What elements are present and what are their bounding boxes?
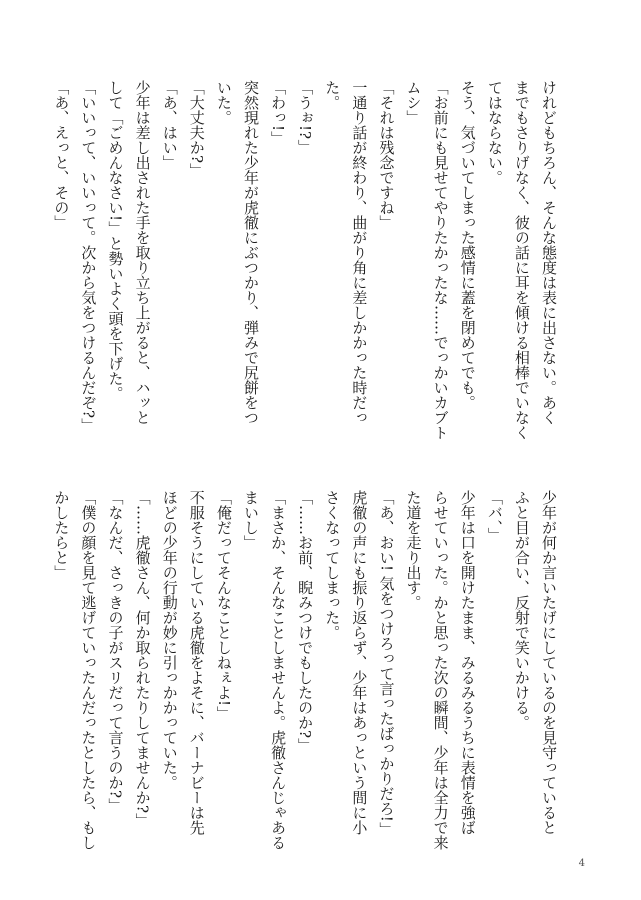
text-line: そう、気づいてしまった感情に蓋を閉めてでも。 <box>458 80 477 410</box>
text-line: して「ごめんなさい!」と勢いよく頭を下げた。 <box>106 80 125 402</box>
text-line: た。 <box>323 80 342 110</box>
text-line: 「俺だってそんなことしねぇよ!」 <box>214 490 233 722</box>
text-line: 「お前にも見せてやりたかったな……でっかいカブト <box>431 80 450 440</box>
text-line: ふと目が合い、反射で笑いかける。 <box>512 490 531 730</box>
text-line: 「あ、おい! 気をつけろって言ったばっかりだろ!」 <box>377 490 396 837</box>
text-line: た道を走り出す。 <box>404 490 423 610</box>
upper-text-block <box>0 80 562 450</box>
text-line: 少年は差し出された手を取り立ち上がると、ハッと <box>133 80 152 425</box>
text-line: 少年は口を開けたまま、みるみるうちに表情を強ば <box>458 490 477 835</box>
text-line: 「あ、えっと、その」 <box>52 80 71 230</box>
text-line: 突然現れた少年が虎徹にぶつかり、弾みで尻餅をつ <box>241 80 260 425</box>
text-line: 「いいって、いいって。次から気をつけるんだぞ?」 <box>79 80 98 434</box>
text-line: 「まさか、そんなことしませんよ。虎徹さんじゃある <box>269 490 288 850</box>
text-line: まいし」 <box>241 490 260 550</box>
text-line: 「……お前、睨みつけでもしたのか?」 <box>296 490 315 754</box>
text-line: てはならない。 <box>485 80 504 185</box>
text-line: らせていった。かと思った次の瞬間、少年は全力で来 <box>431 490 450 850</box>
text-line: 「それは残念ですね」 <box>377 80 396 230</box>
text-line: 一通り話が終わり、曲がり角に差しかかった時だっ <box>350 80 369 425</box>
text-line: 「僕の顔を見て逃げていったんだったとしたら、もし <box>79 490 98 850</box>
lower-text-block <box>0 490 562 850</box>
text-line: 「大丈夫か?」 <box>187 80 206 179</box>
text-line: かしたらと」 <box>52 490 71 580</box>
text-line: さくなってしまった。 <box>323 490 342 640</box>
text-line: ムシ」 <box>404 80 423 125</box>
text-line: 虎徹の声にも振り返らず、少年はあっという間に小 <box>350 490 369 835</box>
text-line: いた。 <box>214 80 233 125</box>
text-line: けれどもちろん、そんな態度は表に出さない。あく <box>540 80 558 425</box>
text-line: 少年が何か言いたげにしているのを見守っていると <box>540 490 558 835</box>
page-number: 4 <box>578 858 585 869</box>
text-line: 不服そうにしている虎徹をよそに、バーナビーは先 <box>187 490 206 835</box>
text-line: 「わっ!」 <box>269 80 288 147</box>
text-line: 「なんだ、さっきの子がスリだって言うのか?」 <box>106 490 125 814</box>
text-line: 「うぉ!?」 <box>296 80 315 155</box>
text-line: ほどの少年の行動が妙に引っかかっていた。 <box>160 490 179 790</box>
text-line: 「……虎徹さん、何か取られたりしてませんか?」 <box>133 490 152 829</box>
text-line: 「バ、」 <box>485 490 504 543</box>
text-line: までもさりげなく、彼の話に耳を傾ける相棒でいなく <box>512 80 531 440</box>
text-line: 「あ、はい」 <box>160 80 179 170</box>
